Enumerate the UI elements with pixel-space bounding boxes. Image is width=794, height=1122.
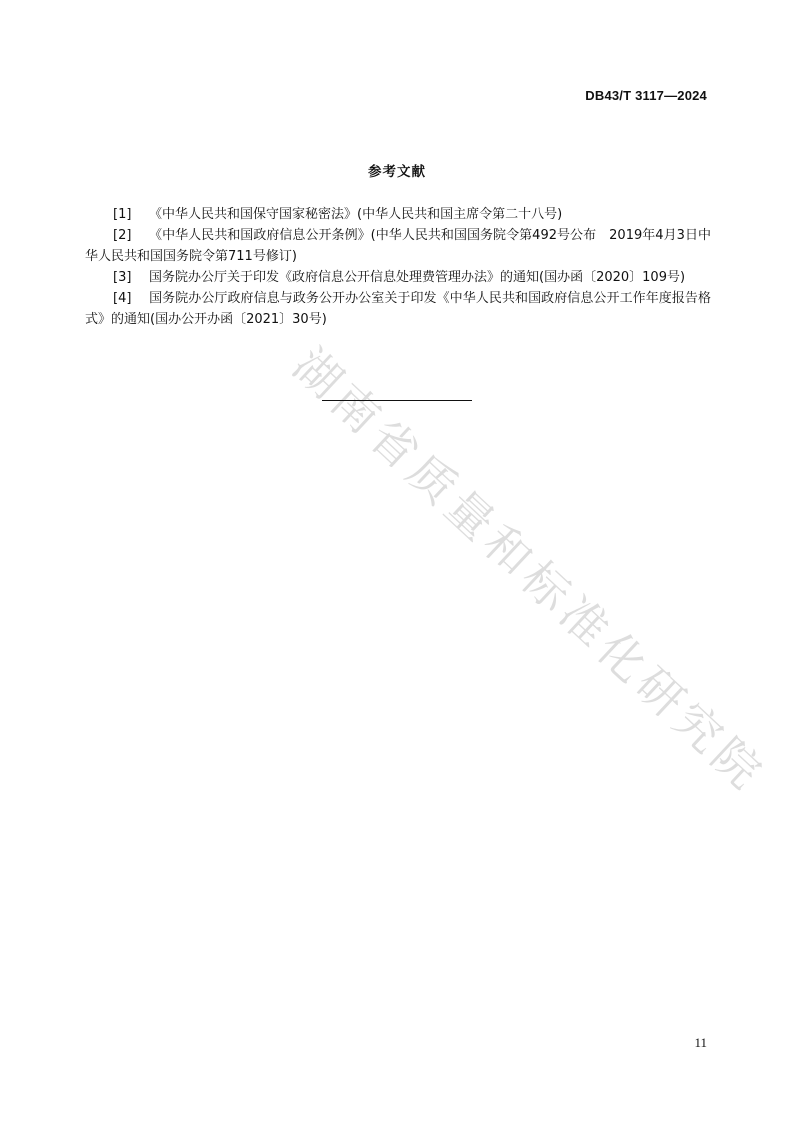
section-title: 参考文献 bbox=[368, 164, 426, 180]
end-rule-divider bbox=[322, 400, 472, 401]
reference-number: [2] bbox=[113, 228, 132, 243]
reference-text: 国务院办公厅政府信息与政务公开办公室关于印发《中华人民共和国政府信息公开工作年度报告格式》的通知(国办公开办函〔2021〕30号) bbox=[85, 291, 711, 327]
reference-item bbox=[85, 267, 711, 288]
reference-text: 国务院办公厅关于印发《政府信息公开信息处理费管理办法》的通知(国办函〔2020〕109号) bbox=[149, 270, 686, 285]
reference-list bbox=[85, 204, 711, 330]
reference-number: [1] bbox=[113, 207, 132, 222]
document-id: DB43/T 3117—2024 bbox=[585, 88, 707, 103]
reference-text: 《中华人民共和国政府信息公开条例》(中华人民共和国国务院令第492号公布 2019年4月3日中华人民共和国国务院令第711号修订) bbox=[85, 228, 711, 264]
reference-item bbox=[85, 204, 711, 225]
reference-number: [3] bbox=[113, 270, 132, 285]
reference-text: 《中华人民共和国保守国家秘密法》(中华人民共和国主席令第二十八号) bbox=[149, 207, 563, 222]
reference-item bbox=[85, 225, 711, 267]
watermark: 湖南省质量和标准化研究院 bbox=[282, 337, 776, 803]
reference-item bbox=[85, 288, 711, 330]
page-number: 11 bbox=[694, 1035, 707, 1050]
reference-number: [4] bbox=[113, 291, 132, 306]
